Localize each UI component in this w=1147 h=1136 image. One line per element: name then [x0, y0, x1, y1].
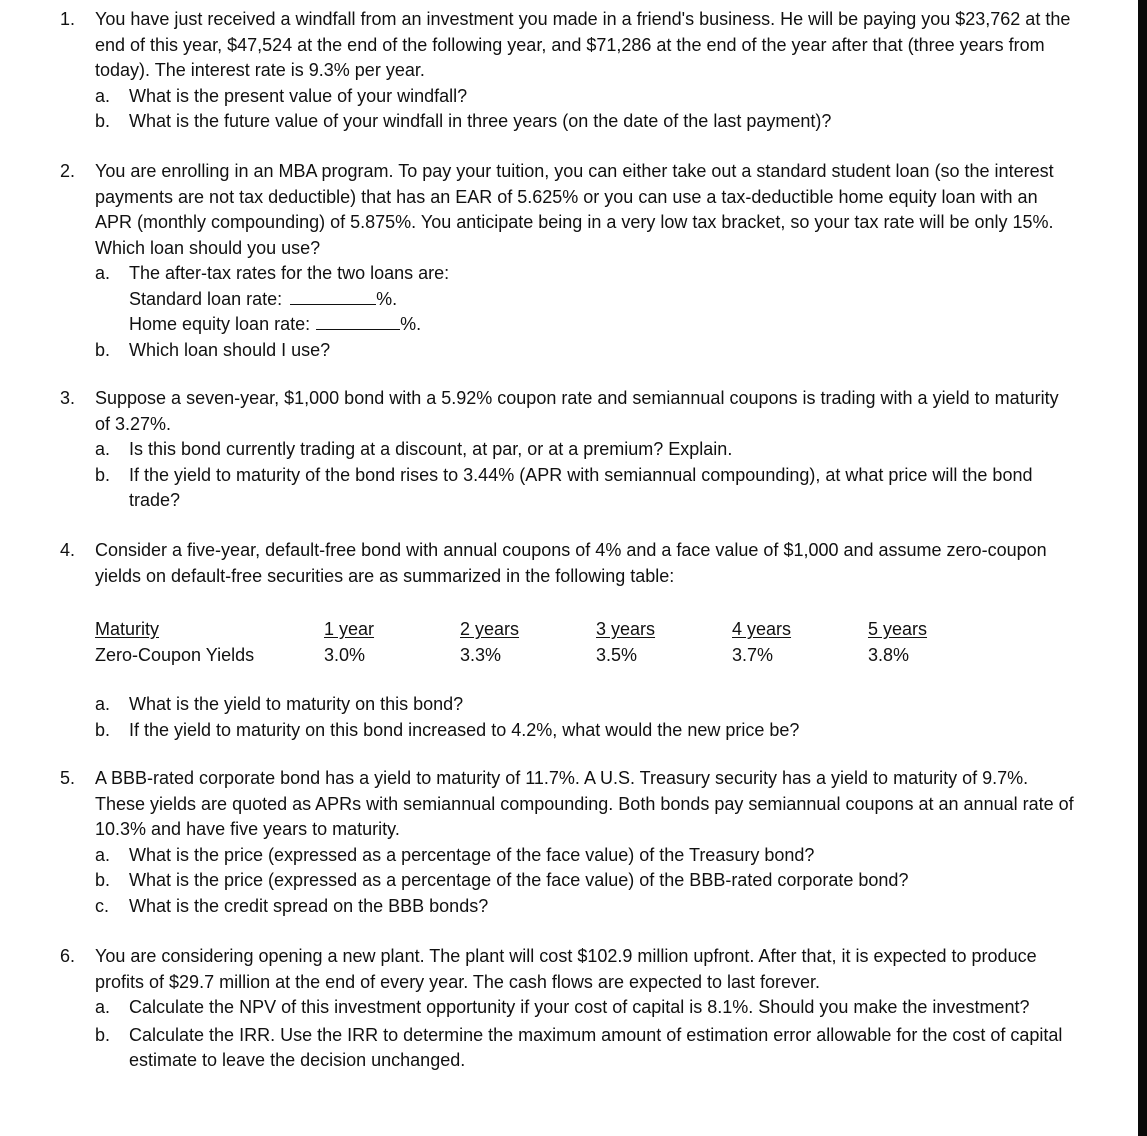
question-2	[60, 159, 1077, 363]
table-cell: 3.0%	[324, 644, 366, 665]
part-letter: a.	[95, 694, 111, 714]
part-text: Which loan should I use?	[129, 339, 331, 360]
question-text: You are enrolling in an MBA program. To pay your tuition, you can either take out a standard student loan (so the interest payments are not tax deductible) that has an EAR of 5.625% or you can use a tax-deductible home equity loan with an APR (monthly compounding) of 5.875%. You anticipate being in a very low tax bracket, so your tax rate will be only 15%. Which loan should you use?	[95, 161, 1054, 258]
question-part	[95, 843, 1077, 869]
part-text: What is the price (expressed as a percentage of the face value) of the BBB-rated corporate bond?	[129, 870, 909, 890]
standard-loan-line	[95, 287, 1077, 313]
part-text: Calculate the IRR. Use the IRR to determine the maximum amount of estimation error allowable for the cost of capital estimate to leave the decision unchanged.	[129, 1024, 1063, 1070]
question-part	[95, 692, 1077, 718]
part-text: What is the credit spread on the BBB bonds?	[129, 895, 489, 916]
part-text: What is the future value of your windfall in three years (on the date of the last payment)?	[129, 111, 832, 131]
question-6	[60, 944, 1077, 1074]
question-number: 5.	[60, 768, 76, 788]
question-3	[60, 386, 1077, 514]
table-header-cell: 1 year	[324, 619, 375, 639]
question-text: Consider a five-year, default-free bond with annual coupons of 4% and a face value of $1,000 and assume zero-coupon yields on default-free securities are as summarized in the following table:	[95, 540, 1047, 586]
question-1	[60, 7, 1077, 135]
table-cell: 3.7%	[732, 644, 774, 665]
part-text: If the yield to maturity of the bond rises to 3.44% (APR with semiannual compounding), at what price will the bond trade?	[129, 464, 1033, 510]
table-cell: Zero-Coupon Yields	[95, 644, 255, 665]
question-number: 4.	[60, 540, 76, 560]
part-letter: b.	[95, 111, 111, 131]
question-part	[95, 1023, 1077, 1074]
home-equity-loan-answer-blank[interactable]	[316, 313, 400, 330]
part-text: What is the present value of your windfall?	[129, 85, 468, 106]
part-letter: a.	[95, 85, 111, 106]
part-letter: a.	[95, 844, 111, 865]
question-part	[95, 868, 1077, 894]
question-text: Suppose a seven-year, $1,000 bond with a 5.92% coupon rate and semiannual coupons is trading with a yield to maturity of 3.27%.	[95, 388, 1059, 434]
standard-loan-answer-blank[interactable]	[290, 288, 376, 305]
percent-suffix: %.	[376, 288, 398, 309]
question-5	[60, 766, 1077, 919]
table-cell: 3.8%	[868, 644, 910, 665]
question-part	[95, 894, 1077, 920]
part-text: The after-tax rates for the two loans are:	[129, 263, 450, 283]
screen-edge-border	[1138, 0, 1147, 1136]
part-text: What is the price (expressed as a percentage of the face value) of the Treasury bond?	[129, 844, 815, 865]
question-text: You are considering opening a new plant. The plant will cost $102.9 million upfront. After that, it is expected to produce profits of $29.7 million at the end of every year. The cash flows are expected to last forever.	[95, 946, 1037, 992]
standard-loan-label: Standard loan rate:	[129, 288, 283, 309]
part-letter: b.	[95, 719, 111, 740]
table-cell: 3.5%	[596, 644, 638, 665]
part-letter: c.	[95, 895, 110, 916]
question-part	[95, 718, 1077, 744]
question-part	[95, 463, 1077, 514]
percent-suffix: %.	[400, 314, 422, 334]
part-letter: b.	[95, 339, 111, 360]
part-letter: a.	[95, 997, 111, 1017]
table-header-cell: 2 years	[460, 619, 520, 639]
zero-coupon-yields-table	[95, 617, 1004, 668]
home-equity-loan-label: Home equity loan rate:	[129, 314, 311, 334]
table-header-row	[95, 617, 1004, 643]
question-part	[95, 261, 1077, 287]
table-header-cell: 3 years	[596, 619, 656, 639]
table-header-cell: 4 years	[732, 619, 792, 639]
table-row	[95, 643, 1004, 669]
table-header-cell: Maturity	[95, 619, 160, 639]
part-text: If the yield to maturity on this bond increased to 4.2%, what would the new price be?	[129, 719, 800, 740]
question-number: 2.	[60, 161, 76, 181]
part-letter: a.	[95, 439, 111, 459]
question-number: 6.	[60, 946, 76, 966]
part-letter: a.	[95, 263, 111, 283]
question-4	[60, 538, 1077, 743]
question-part	[95, 437, 1077, 463]
part-text: Calculate the NPV of this investment opportunity if your cost of capital is 8.1%. Should you make the investment?	[129, 997, 1030, 1017]
table-cell: 3.3%	[460, 644, 502, 665]
home-equity-loan-line	[95, 312, 1077, 338]
question-part	[95, 84, 1077, 110]
question-text: You have just received a windfall from an investment you made in a friend's business. He will be paying you $23,762 at the end of this year, $47,524 at the end of the following year, and $71,286 at the end of the year after that (three years from today). The interest rate is 9.3% per year.	[95, 9, 1071, 80]
part-letter: b.	[95, 464, 111, 485]
part-letter: b.	[95, 870, 111, 890]
table-header-cell: 5 years	[868, 619, 928, 639]
question-part	[95, 995, 1077, 1021]
part-text: What is the yield to maturity on this bond?	[129, 694, 464, 714]
question-number: 3.	[60, 388, 76, 408]
part-text: Is this bond currently trading at a discount, at par, or at a premium? Explain.	[129, 439, 733, 459]
question-part	[95, 109, 1077, 135]
part-letter: b.	[95, 1024, 111, 1045]
question-text: A BBB-rated corporate bond has a yield to maturity of 11.7%. A U.S. Treasury security has a yield to maturity of 9.7%. These yields are quoted as APRs with semiannual compounding. Both bonds pay semiannual coupons at an annual rate of 10.3% and have five years to maturity.	[95, 768, 1074, 839]
question-part	[95, 338, 1077, 364]
question-number: 1.	[60, 9, 76, 29]
